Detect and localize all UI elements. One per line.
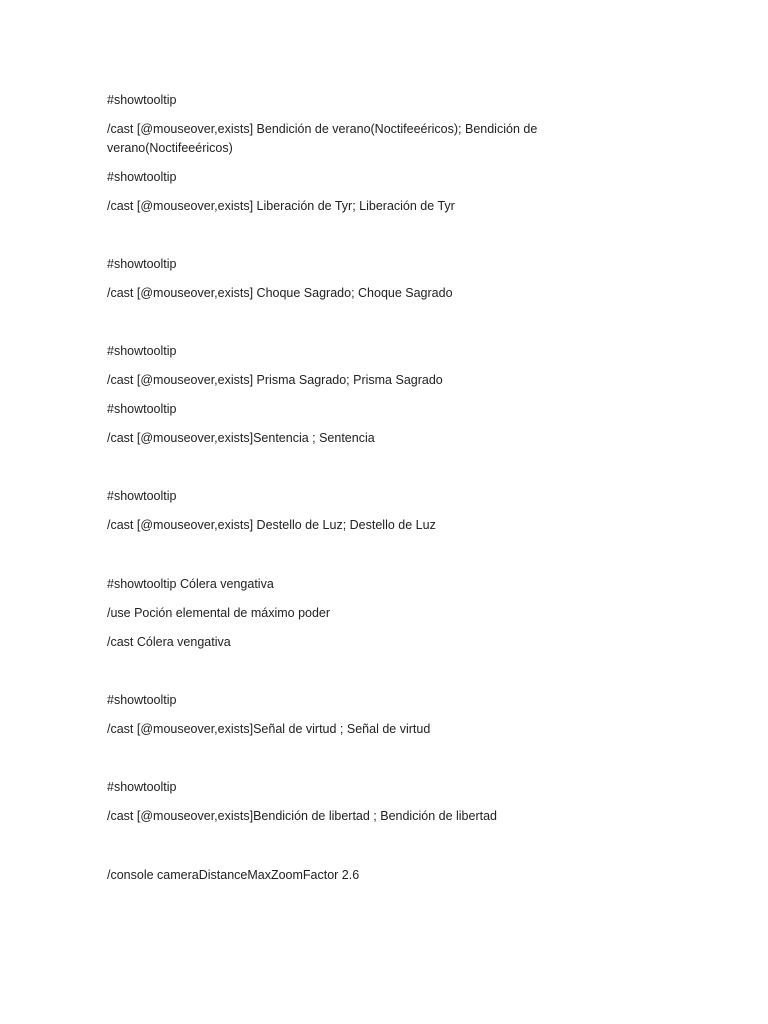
macro-line-15: /cast Cólera vengativa	[107, 635, 231, 649]
macro-line-13: #showtooltip Cólera vengativa	[107, 577, 274, 591]
macro-line-11: #showtooltip	[107, 489, 177, 503]
macro-line-5: #showtooltip	[107, 257, 177, 271]
macro-line-7: #showtooltip	[107, 344, 177, 358]
macro-line-12: /cast [@mouseover,exists] Destello de Luz; Destello de Luz	[107, 518, 436, 532]
macro-line-17: /cast [@mouseover,exists]Señal de virtud ; Señal de virtud	[107, 722, 431, 736]
macro-line-2: /cast [@mouseover,exists] Bendición de verano(Noctifeeéricos); Bendición de verano(Noctifeeéricos)	[107, 122, 538, 155]
macro-line-19: /cast [@mouseover,exists]Bendición de libertad ; Bendición de libertad	[107, 809, 497, 823]
macro-line-16: #showtooltip	[107, 693, 177, 707]
macro-line-6: /cast [@mouseover,exists] Choque Sagrado; Choque Sagrado	[107, 286, 453, 300]
macro-line-14: /use Poción elemental de máximo poder	[107, 606, 331, 620]
macro-line-20: /console cameraDistanceMaxZoomFactor 2.6	[107, 868, 360, 882]
macro-line-9: #showtooltip	[107, 402, 177, 416]
macro-line-18: #showtooltip	[107, 780, 177, 794]
macro-line-3: #showtooltip	[107, 170, 177, 184]
macro-line-4: /cast [@mouseover,exists] Liberación de Tyr; Liberación de Tyr	[107, 199, 455, 213]
macro-line-1: #showtooltip	[107, 93, 177, 107]
macro-line-8: /cast [@mouseover,exists] Prisma Sagrado; Prisma Sagrado	[107, 373, 443, 387]
macro-line-10: /cast [@mouseover,exists]Sentencia ; Sentencia	[107, 431, 375, 445]
